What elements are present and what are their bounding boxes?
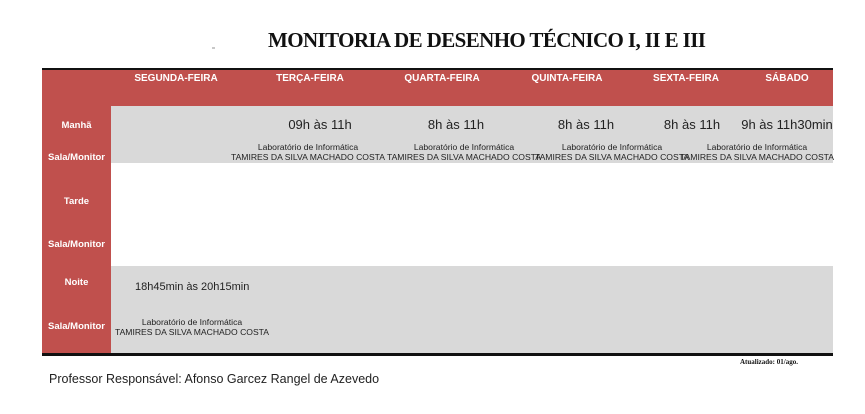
row-label-night-room: Sala/Monitor [47,321,105,332]
day-header-tuesday: TERÇA-FEIRA [276,73,344,84]
row-label-afternoon-room: Sala/Monitor [47,239,105,250]
night-cells [111,266,833,353]
morning-hours-tuesday: 09h às 11h [288,117,352,132]
table-bottom-border [42,353,833,356]
page-title: MONITORIA DE DESENHO TÉCNICO I, II E III [268,28,706,52]
row-label-morning-room: Sala/Monitor [47,152,105,163]
morning-room-tuesday: Laboratório de Informática TAMIRES DA SILVA MACHADO COSTA [230,142,386,162]
morning-hours-saturday: 9h às 11h30min [741,117,833,132]
updated-note: Atualizado: 01/ago. [740,358,798,366]
row-label-morning: Manhã [61,120,92,131]
faint-mark [212,47,234,49]
day-header-thursday: QUINTA-FEIRA [531,73,603,84]
row-label-column [42,106,111,353]
morning-room-wednesday: Laboratório de Informática TAMIRES DA SILVA MACHADO COSTA [386,142,542,162]
responsible-professor: Professor Responsável: Afonso Garcez Rangel de Azevedo [49,372,380,386]
day-header-wednesday: QUARTA-FEIRA [404,73,480,84]
night-hours-monday: 18h45min às 20h15min [135,281,250,293]
morning-hours-wednesday: 8h às 11h [427,117,485,132]
morning-hours-thursday: 8h às 11h [557,117,615,132]
morning-room-friday: Laboratório de Informática TAMIRES DA SILVA MACHADO COSTA [679,142,835,162]
morning-room-thursday: Laboratório de Informática TAMIRES DA SILVA MACHADO COSTA [534,142,690,162]
morning-hours-friday: 8h às 11h [663,117,721,132]
day-header-friday: SEXTA-FEIRA [653,73,719,84]
row-label-afternoon: Tarde [63,196,90,207]
day-header-monday: SEGUNDA-FEIRA [134,73,218,84]
row-label-night: Noite [64,277,89,288]
day-header-saturday: SÁBADO [765,73,809,84]
night-room-monday: Laboratório de Informática TAMIRES DA SILVA MACHADO COSTA [114,317,270,337]
